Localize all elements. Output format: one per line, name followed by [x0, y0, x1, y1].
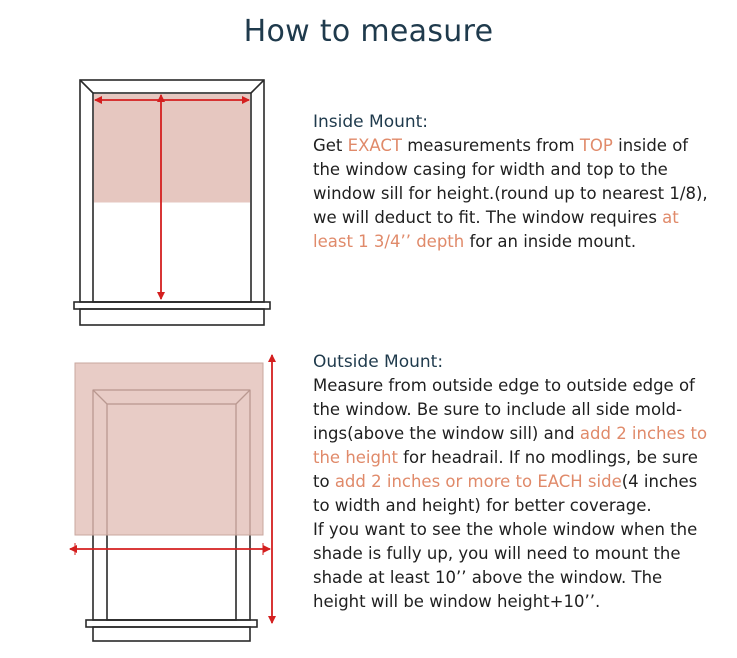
text-segment: we will deduct to fit. The window requires [313, 208, 663, 227]
outside-mount-text [313, 374, 733, 614]
text-line [313, 566, 733, 590]
text-segment: window sill for height.(round up to nearest 1/8), [313, 184, 708, 203]
text-segment: to width and height) for better coverage. [313, 496, 652, 515]
text-segment: the window. Be sure to include all side mold- [313, 400, 683, 419]
inside-mount-heading: Inside Mount: [313, 112, 429, 132]
outside-shade [75, 363, 263, 535]
text-line [313, 134, 733, 158]
highlighted-text: add 2 inches to [579, 424, 708, 443]
highlighted-text: the height [313, 448, 398, 467]
text-line [313, 182, 733, 206]
outside-mount-section [313, 350, 733, 614]
highlighted-text: EXACT [347, 136, 402, 155]
text-segment: (4 inches [621, 472, 698, 491]
highlighted-text: at [662, 208, 679, 227]
text-segment: inside of [612, 136, 689, 155]
text-line [313, 158, 733, 182]
highlighted-text: least 1 3/4’’ depth [313, 232, 465, 251]
outside-mount-heading: Outside Mount: [313, 352, 444, 372]
text-segment: the window casing for width and top to the [313, 160, 668, 179]
text-segment: If you want to see the whole window when the [313, 520, 698, 539]
text-line [313, 494, 733, 518]
text-line [313, 230, 733, 254]
inside-mount-text [313, 134, 733, 254]
text-line [313, 422, 733, 446]
page-title: How to measure [243, 14, 494, 49]
text-line [313, 446, 733, 470]
text-segment: ings(above the window sill) and [313, 424, 580, 443]
text-line [313, 398, 733, 422]
text-segment: measurements from [401, 136, 580, 155]
text-segment: height will be window height+10’’. [313, 592, 601, 611]
text-line [313, 374, 733, 398]
highlighted-text: TOP [579, 136, 613, 155]
text-line [313, 470, 733, 494]
text-segment: for an inside mount. [464, 232, 637, 251]
text-segment: Measure from outside edge to outside edge of [313, 376, 695, 395]
text-segment: Get [313, 136, 348, 155]
inside-mount-section [313, 110, 733, 254]
text-line [313, 590, 733, 614]
text-line [313, 518, 733, 542]
text-segment: shade at least 10’’ above the window. The [313, 568, 663, 587]
text-line [313, 206, 733, 230]
text-segment: to [313, 472, 335, 491]
text-segment: shade is fully up, you will need to mount the [313, 544, 681, 563]
highlighted-text: add 2 inches or more to EACH side [334, 472, 622, 491]
text-segment: for headrail. If no modlings, be sure [397, 448, 698, 467]
text-line [313, 542, 733, 566]
